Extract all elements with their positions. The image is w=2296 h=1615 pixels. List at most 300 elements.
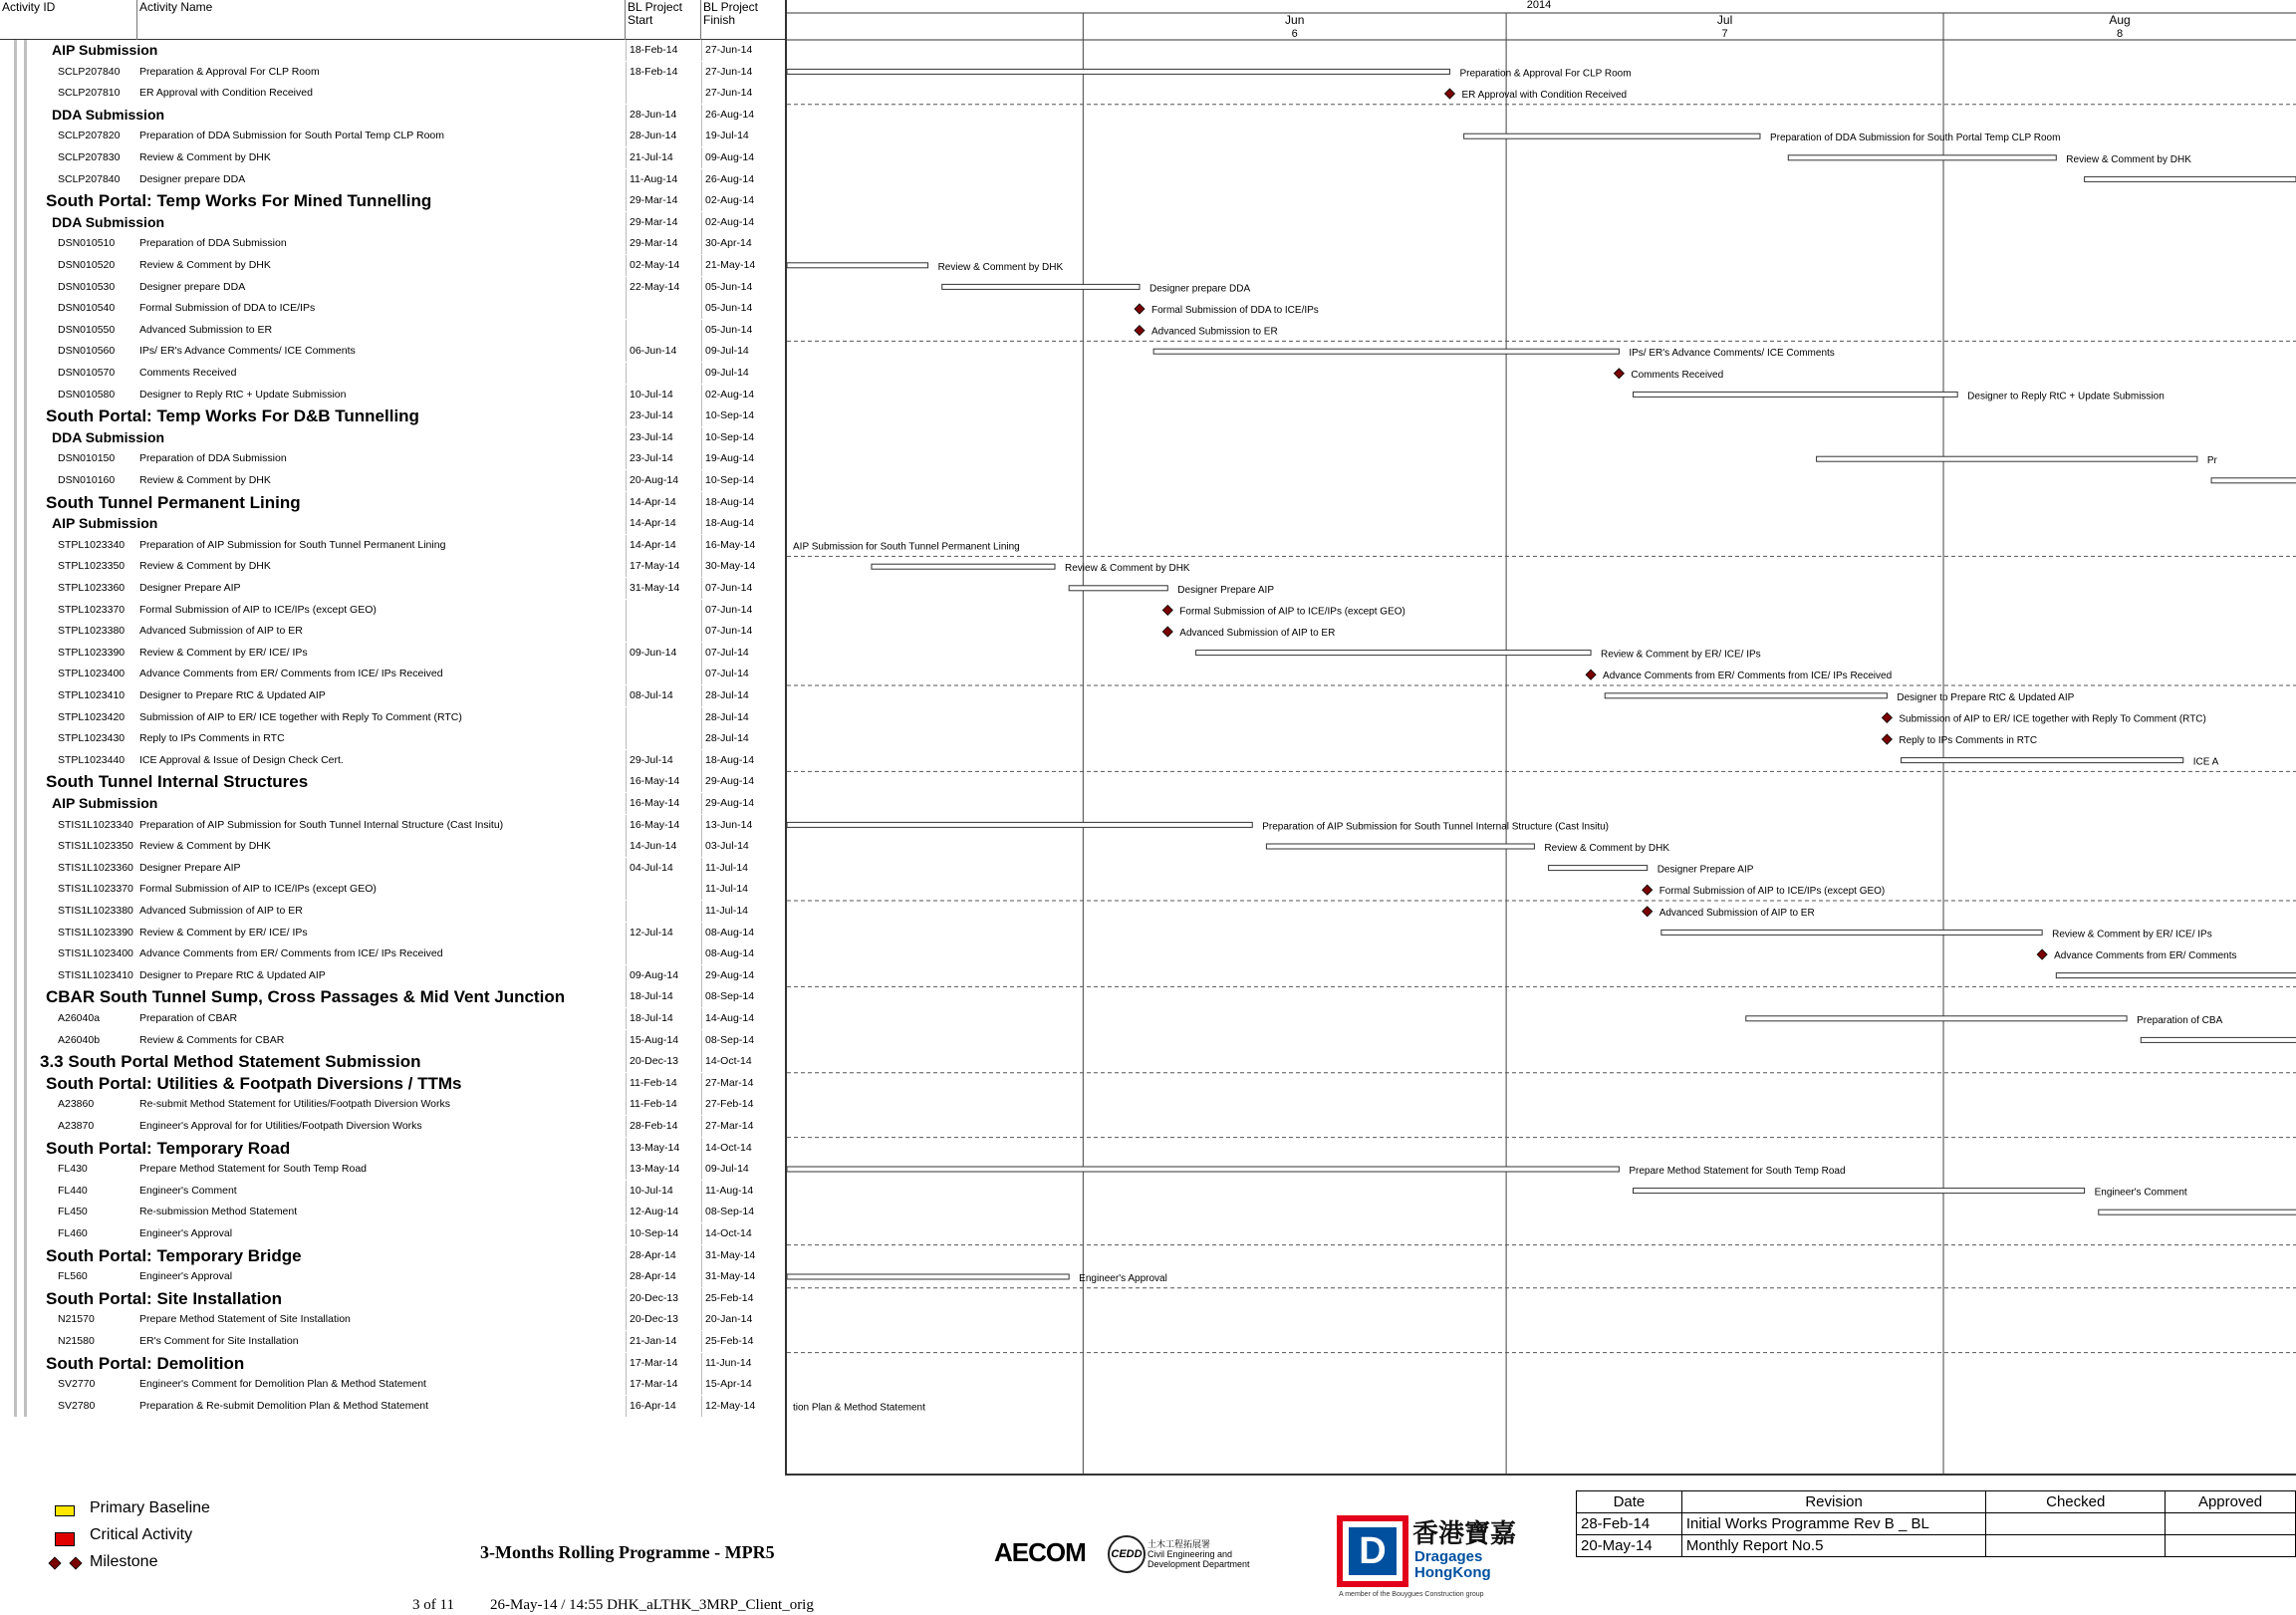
activity-name: Engineer's Comment <box>139 1184 237 1197</box>
bl-start: 13-May-14 <box>626 1159 697 1180</box>
critical-swatch <box>55 1532 75 1546</box>
activity-id: DSN010560 <box>58 345 116 358</box>
activity-id: STPL1023430 <box>58 732 126 745</box>
bl-start: 09-Jun-14 <box>626 643 697 664</box>
activity-name: Designer prepare DDA <box>139 280 246 293</box>
bl-finish: 28-Jul-14 <box>701 707 785 728</box>
milestone-label: Advanced Submission of AIP to ER <box>1179 628 1336 639</box>
bl-start: 29-Mar-14 <box>626 233 697 254</box>
activity-name: Review & Comment by DHK <box>139 259 271 271</box>
col-bl-finish-label: BL Project Finish <box>703 0 758 27</box>
bl-start: 17-May-14 <box>626 556 697 577</box>
baseline-bar <box>1661 930 2042 935</box>
activity-id: DSN010540 <box>58 302 116 315</box>
bl-finish: 29-Aug-14 <box>701 793 785 814</box>
bar-label: Review & Comment by DHK <box>2066 153 2191 165</box>
activity-name: Preparation of DDA Submission for South Portal Temp CLP Room <box>139 130 445 142</box>
activity-name: ER's Comment for Site Installation <box>139 1335 299 1347</box>
rev-approved <box>2166 1535 2296 1557</box>
rev-col-date: Date <box>1577 1491 1682 1513</box>
milestone-icon <box>1586 670 1596 679</box>
baseline-bar <box>1464 134 1760 138</box>
activity-name: Prepare Method Statement of Site Installation <box>139 1313 351 1326</box>
milestone-icon <box>1882 734 1892 744</box>
activity-id: SCLP207840 <box>58 65 121 78</box>
milestone-label: Advanced Submission of AIP to ER <box>1658 907 1815 919</box>
baseline-bar <box>787 822 1252 827</box>
activity-id: FL560 <box>58 1270 88 1283</box>
bl-start: 12-Jul-14 <box>626 923 697 943</box>
activity-id: SCLP207840 <box>58 172 121 185</box>
month-number: 8 <box>2116 28 2124 40</box>
bl-finish: 09-Aug-14 <box>701 147 785 168</box>
activity-name: ICE Approval & Issue of Design Check Cert. <box>139 753 344 766</box>
milestone-label: Reply to IPs Comments in RTC <box>1899 735 2038 746</box>
bar-label: IPs/ ER's Advance Comments/ ICE Comments <box>1629 348 1835 360</box>
activity-name: Comments Received <box>139 367 237 379</box>
dragages-sub: A member of the Bouygues Construction group <box>1339 1591 1484 1598</box>
bl-finish: 12-May-14 <box>701 1396 785 1417</box>
bar-label: Review & Comment by DHK <box>1065 563 1190 575</box>
bl-start: 02-May-14 <box>626 255 697 276</box>
wbs-indent-bar <box>14 40 17 1417</box>
baseline-bar <box>787 69 1449 74</box>
dragages-en <box>1414 1549 1491 1581</box>
bl-start: 04-Jul-14 <box>626 858 697 879</box>
bl-finish: 27-Jun-14 <box>701 83 785 104</box>
rev-approved <box>2166 1513 2296 1535</box>
bl-start: 20-Dec-13 <box>626 1309 697 1330</box>
bl-finish: 21-May-14 <box>701 255 785 276</box>
activity-name: Advanced Submission of AIP to ER <box>139 625 303 638</box>
bl-start: 20-Dec-13 <box>626 1288 697 1309</box>
aecom-logo: AECOM <box>994 1537 1086 1567</box>
activity-name: Preparation & Approval For CLP Room <box>139 65 320 78</box>
bl-start: 23-Jul-14 <box>626 448 697 469</box>
bl-finish: 29-Aug-14 <box>701 771 785 792</box>
bl-finish: 10-Sep-14 <box>701 427 785 448</box>
bl-start: 23-Jul-14 <box>626 405 697 426</box>
col-activity-id[interactable] <box>0 0 137 40</box>
bl-finish: 14-Oct-14 <box>701 1223 785 1244</box>
bl-start: 29-Mar-14 <box>626 190 697 211</box>
rev-desc: Monthly Report No.5 <box>1681 1535 1986 1557</box>
activity-name: Preparation of DDA Submission <box>139 237 287 250</box>
bl-finish: 09-Jul-14 <box>701 1159 785 1180</box>
legend-milestone: Milestone <box>90 1553 158 1570</box>
dragages-logo: D <box>1337 1515 1408 1587</box>
bl-start: 10-Jul-14 <box>626 385 697 405</box>
activity-name: Designer to Prepare RtC & Updated AIP <box>139 968 326 981</box>
bl-start <box>626 879 697 900</box>
rev-col-revision: Revision <box>1681 1491 1986 1513</box>
bl-finish: 10-Sep-14 <box>701 470 785 491</box>
bl-finish: 11-Jul-14 <box>701 879 785 900</box>
bl-start <box>626 728 697 749</box>
month-number: 6 <box>1291 28 1298 40</box>
revision-row <box>1577 1513 2296 1535</box>
baseline-bar <box>2141 1037 2296 1042</box>
wbs-indent-bar <box>24 40 27 1417</box>
milestone-icon <box>1882 712 1892 722</box>
activity-id: FL440 <box>58 1184 88 1197</box>
activity-name: Formal Submission of AIP to ICE/IPs (except GEO) <box>139 883 377 896</box>
activity-name: Preparation of DDA Submission <box>139 452 287 465</box>
col-bl-start[interactable] <box>626 0 701 40</box>
bar-label: tion Plan & Method Statement <box>793 1402 925 1414</box>
bl-start: 06-Jun-14 <box>626 341 697 362</box>
activity-name: Designer Prepare AIP <box>139 861 241 874</box>
milestone-label: ER Approval with Condition Received <box>1461 90 1628 101</box>
bl-start <box>626 621 697 642</box>
col-bl-finish[interactable] <box>701 0 787 40</box>
bl-finish: 31-May-14 <box>701 1245 785 1266</box>
bl-finish: 09-Jul-14 <box>701 341 785 362</box>
activity-name: Re-submission Method Statement <box>139 1206 298 1218</box>
activity-name: Engineer's Comment for Demolition Plan & Method Statement <box>139 1378 426 1391</box>
milestone-icon <box>1643 885 1653 895</box>
activity-id: DSN010150 <box>58 452 116 465</box>
bl-start <box>626 363 697 384</box>
activity-id: STIS1L1023370 <box>58 883 133 896</box>
activity-id: A23860 <box>58 1098 95 1111</box>
bar-label: Review & Comment by ER/ ICE/ IPs <box>1601 649 1761 661</box>
dragages-en1: Dragages <box>1414 1548 1483 1565</box>
bl-start <box>626 600 697 621</box>
legend-critical-activity: Critical Activity <box>90 1526 193 1543</box>
activity-id: STPL1023390 <box>58 646 126 659</box>
bl-finish: 27-Mar-14 <box>701 1073 785 1094</box>
bl-finish: 07-Jul-14 <box>701 664 785 684</box>
milestone-icon <box>1162 605 1172 615</box>
activity-name: IPs/ ER's Advance Comments/ ICE Comments <box>139 345 356 358</box>
page-number: 3 of 11 <box>412 1597 454 1613</box>
wbs-name: South Portal: Temp Works For D&B Tunnelling <box>46 406 419 426</box>
baseline-bar <box>1549 866 1648 871</box>
bar-label: Review & Comment by DHK <box>937 261 1064 273</box>
milestone-swatch-icon <box>70 1557 82 1569</box>
bl-finish: 27-Jun-14 <box>701 62 785 83</box>
bl-finish: 07-Jul-14 <box>701 643 785 664</box>
wbs-name: AIP Submission <box>52 42 158 58</box>
bl-finish: 07-Jun-14 <box>701 578 785 599</box>
baseline-bar <box>1153 349 1619 354</box>
bl-start: 16-May-14 <box>626 793 697 814</box>
activity-name: Review & Comment by DHK <box>139 840 271 853</box>
bl-start: 09-Aug-14 <box>626 965 697 986</box>
bl-start: 12-Aug-14 <box>626 1202 697 1222</box>
month-number: 7 <box>1721 28 1728 40</box>
baseline-bar <box>787 1274 1069 1279</box>
bl-start <box>626 707 697 728</box>
milestone-icon <box>1162 627 1172 637</box>
gantt-chart <box>787 0 2296 1476</box>
activity-id: SV2780 <box>58 1399 96 1412</box>
bl-finish: 11-Jul-14 <box>701 901 785 922</box>
activity-name: Designer to Prepare RtC & Updated AIP <box>139 689 326 701</box>
bl-finish: 30-May-14 <box>701 556 785 577</box>
activity-id: FL430 <box>58 1163 88 1176</box>
rev-desc: Initial Works Programme Rev B _ BL <box>1681 1513 1986 1535</box>
activity-name: Re-submit Method Statement for Utilities/Footpath Diversion Works <box>139 1098 451 1111</box>
activity-id: STIS1L1023360 <box>58 861 133 874</box>
rev-date: 20-May-14 <box>1577 1535 1682 1557</box>
col-activity-name-label: Activity Name <box>139 0 213 14</box>
bl-start: 20-Aug-14 <box>626 470 697 491</box>
bl-finish: 16-May-14 <box>701 535 785 556</box>
bl-finish: 25-Feb-14 <box>701 1331 785 1352</box>
bl-start: 17-Mar-14 <box>626 1374 697 1395</box>
bl-start: 14-Apr-14 <box>626 492 697 513</box>
activity-name: Advanced Submission of AIP to ER <box>139 905 303 917</box>
bl-finish: 08-Aug-14 <box>701 923 785 943</box>
cedd-logo: CEDD <box>1108 1535 1146 1573</box>
bl-finish: 26-Aug-14 <box>701 105 785 126</box>
table-rows <box>0 40 787 1476</box>
activity-name: Review & Comments for CBAR <box>139 1033 285 1046</box>
activity-id: STIS1L1023390 <box>58 926 133 939</box>
bl-finish: 07-Jun-14 <box>701 621 785 642</box>
wbs-name: South Portal: Utilities & Footpath Diversions / TTMs <box>46 1073 462 1093</box>
bl-finish: 02-Aug-14 <box>701 190 785 211</box>
bl-start: 31-May-14 <box>626 578 697 599</box>
wbs-name: South Tunnel Permanent Lining <box>46 492 301 512</box>
bl-finish: 27-Jun-14 <box>701 40 785 61</box>
activity-table <box>0 0 787 1476</box>
milestone-icon <box>1135 326 1145 336</box>
col-activity-name[interactable] <box>137 0 626 40</box>
activity-name: Prepare Method Statement for South Temp Road <box>139 1163 368 1176</box>
bl-finish: 20-Jan-14 <box>701 1309 785 1330</box>
activity-id: A26040a <box>58 1012 101 1024</box>
bl-start: 18-Feb-14 <box>626 40 697 61</box>
col-bl-start-label: BL Project Start <box>628 0 682 27</box>
activity-id: DSN010160 <box>58 474 116 486</box>
bar-label: Engineer's Approval <box>1079 1273 1167 1284</box>
legend-primary-baseline: Primary Baseline <box>90 1499 210 1516</box>
bl-start: 29-Jul-14 <box>626 750 697 771</box>
activity-id: A23870 <box>58 1120 95 1132</box>
bl-start: 28-Feb-14 <box>626 1116 697 1137</box>
month-label: Aug <box>2109 13 2131 27</box>
rev-checked <box>1986 1535 2166 1557</box>
milestone-label: Advance Comments from ER/ Comments from ICE/ IPs Received <box>1603 671 1893 682</box>
bl-start: 16-May-14 <box>626 771 697 792</box>
activity-id: SCLP207830 <box>58 151 121 163</box>
activity-name: Engineer's Approval for for Utilities/Footpath Diversion Works <box>139 1120 422 1132</box>
activity-name: Designer prepare DDA <box>139 172 246 185</box>
run-info: 26-May-14 / 14:55 DHK_aLTHK_3MRP_Client_orig <box>490 1597 814 1613</box>
dragages-cn: 香港寶嘉 <box>1412 1518 1517 1548</box>
activity-id: STIS1L1023340 <box>58 818 133 831</box>
bl-finish: 03-Jul-14 <box>701 836 785 857</box>
bar-label: Review & Comment by DHK <box>1544 843 1670 854</box>
activity-name: Formal Submission of AIP to ICE/IPs (except GEO) <box>139 603 377 616</box>
bl-finish: 07-Jun-14 <box>701 600 785 621</box>
bl-start <box>626 664 697 684</box>
bar-label: Designer to Reply RtC + Update Submission <box>1967 391 2165 403</box>
baseline-bar <box>2085 176 2296 181</box>
baseline-bar <box>2211 478 2296 483</box>
bl-finish: 08-Aug-14 <box>701 943 785 964</box>
bl-start: 28-Apr-14 <box>626 1266 697 1287</box>
activity-id: N21580 <box>58 1335 95 1347</box>
bl-start <box>626 943 697 964</box>
bl-start: 21-Jul-14 <box>626 147 697 168</box>
bl-finish: 14-Aug-14 <box>701 1008 785 1029</box>
activity-id: N21570 <box>58 1313 95 1326</box>
bl-finish: 14-Oct-14 <box>701 1051 785 1072</box>
activity-id: STPL1023410 <box>58 689 126 701</box>
revision-header-row <box>1577 1491 2296 1513</box>
wbs-name: South Portal: Site Installation <box>46 1288 283 1308</box>
activity-name: Advanced Submission to ER <box>139 323 273 336</box>
rev-date: 28-Feb-14 <box>1577 1513 1682 1535</box>
bl-start: 14-Apr-14 <box>626 513 697 534</box>
bar-label: Prepare Method Statement for South Temp Road <box>1629 1166 1846 1177</box>
bar-label: Review & Comment by ER/ ICE/ IPs <box>2052 929 2212 941</box>
bl-start: 17-Mar-14 <box>626 1353 697 1374</box>
bl-finish: 08-Sep-14 <box>701 986 785 1007</box>
milestone-swatch-icon <box>49 1557 61 1569</box>
milestone-icon <box>1643 907 1653 917</box>
wbs-name: DDA Submission <box>52 428 165 445</box>
bl-start <box>626 298 697 319</box>
bl-finish: 28-Jul-14 <box>701 728 785 749</box>
cedd-en2: Development Department <box>1148 1559 1250 1569</box>
cedd-cn: 土木工程拓展署 <box>1148 1539 1211 1549</box>
bl-start <box>626 83 697 104</box>
bl-start: 13-May-14 <box>626 1138 697 1159</box>
milestone-label: Advanced Submission to ER <box>1150 326 1278 338</box>
month-label: Jul <box>1716 13 1733 27</box>
bl-start: 22-May-14 <box>626 277 697 298</box>
wbs-name: 3.3 South Portal Method Statement Submission <box>40 1052 421 1072</box>
activity-id: STPL1023350 <box>58 560 126 573</box>
bar-label: Designer to Prepare RtC & Updated AIP <box>1897 691 2075 703</box>
milestone-label: Formal Submission of AIP to ICE/IPs (except GEO) <box>1179 606 1405 618</box>
activity-id: STPL1023340 <box>58 538 126 551</box>
wbs-name: DDA Submission <box>52 213 165 230</box>
activity-name: Engineer's Approval <box>139 1227 233 1239</box>
wbs-name: South Portal: Temporary Bridge <box>46 1245 302 1265</box>
bl-start: 28-Jun-14 <box>626 105 697 126</box>
activity-id: STPL1023370 <box>58 603 126 616</box>
activity-name: Review & Comment by ER/ ICE/ IPs <box>139 646 308 659</box>
revision-row <box>1577 1535 2296 1557</box>
bl-finish: 19-Jul-14 <box>701 126 785 146</box>
activity-name: Designer Prepare AIP <box>139 582 241 594</box>
activity-id: STPL1023400 <box>58 668 126 680</box>
bl-finish: 27-Feb-14 <box>701 1094 785 1115</box>
milestone-label: Formal Submission of AIP to ICE/IPs (except GEO) <box>1658 886 1886 898</box>
bl-start: 15-Aug-14 <box>626 1030 697 1051</box>
activity-name: Advance Comments from ER/ Comments from ICE/ IPs Received <box>139 947 443 960</box>
bl-finish: 28-Jul-14 <box>701 685 785 706</box>
baseline-bar <box>1196 651 1591 656</box>
milestone-icon <box>1614 369 1624 379</box>
wbs-name: South Portal: Temporary Road <box>46 1138 291 1158</box>
cedd-text <box>1148 1539 1250 1569</box>
milestone-label: Comments Received <box>1631 369 1724 381</box>
milestone-label: Advance Comments from ER/ Comments <box>2054 950 2237 961</box>
bl-start: 23-Jul-14 <box>626 427 697 448</box>
activity-id: DSN010570 <box>58 367 116 379</box>
activity-name: ER Approval with Condition Received <box>139 87 313 100</box>
activity-id: SCLP207810 <box>58 87 121 100</box>
bl-finish: 02-Aug-14 <box>701 212 785 233</box>
bl-finish: 18-Aug-14 <box>701 492 785 513</box>
rev-col-approved: Approved <box>2166 1491 2296 1513</box>
bl-finish: 26-Aug-14 <box>701 169 785 190</box>
activity-name: Preparation of AIP Submission for South Tunnel Permanent Lining <box>139 538 446 551</box>
bar-label: ICE A <box>2192 756 2219 768</box>
bl-finish: 18-Aug-14 <box>701 513 785 534</box>
milestone-label: Formal Submission of DDA to ICE/IPs <box>1150 305 1319 316</box>
year-label: 2014 <box>1526 0 1552 11</box>
milestone-icon <box>1135 304 1145 314</box>
bar-label: Pr <box>2206 455 2217 467</box>
baseline-bar <box>1817 456 2197 461</box>
milestone-label: Submission of AIP to ER/ ICE together with Reply To Comment (RTC) <box>1899 713 2206 725</box>
wbs-name: CBAR South Tunnel Sump, Cross Passages & Mid Vent Junction <box>46 987 566 1007</box>
bl-start: 18-Jul-14 <box>626 986 697 1007</box>
bar-label: Preparation & Approval For CLP Room <box>1459 68 1632 80</box>
baseline-bar <box>2099 1210 2296 1214</box>
activity-id: DSN010580 <box>58 388 116 401</box>
cedd-en1: Civil Engineering and <box>1148 1549 1233 1559</box>
activity-name: Reply to IPs Comments in RTC <box>139 732 285 745</box>
baseline-bar <box>1746 1016 2127 1021</box>
baseline-bar <box>1634 392 1958 397</box>
bl-start: 18-Jul-14 <box>626 1008 697 1029</box>
bl-finish: 13-Jun-14 <box>701 815 785 836</box>
activity-name: Submission of AIP to ER/ ICE together with Reply To Comment (RTC) <box>139 710 462 723</box>
activity-id: A26040b <box>58 1033 101 1046</box>
baseline-bar <box>1266 844 1534 849</box>
activity-id: STIS1L1023400 <box>58 947 133 960</box>
bl-finish: 10-Sep-14 <box>701 405 785 426</box>
activity-id: STPL1023440 <box>58 753 126 766</box>
bar-label: Preparation of CBA <box>2137 1014 2223 1026</box>
bl-finish: 11-Jul-14 <box>701 858 785 879</box>
activity-id: SCLP207820 <box>58 130 121 142</box>
wbs-name: South Portal: Demolition <box>46 1353 245 1373</box>
bl-finish: 05-Jun-14 <box>701 277 785 298</box>
bl-start: 28-Apr-14 <box>626 1245 697 1266</box>
baseline-bar <box>787 1167 1619 1172</box>
bl-finish: 02-Aug-14 <box>701 385 785 405</box>
bl-finish: 25-Feb-14 <box>701 1288 785 1309</box>
report-title: 3-Months Rolling Programme - MPR5 <box>480 1542 775 1562</box>
bl-start: 11-Feb-14 <box>626 1094 697 1115</box>
activity-id: FL450 <box>58 1206 88 1218</box>
activity-name: Preparation of AIP Submission for South Tunnel Internal Structure (Cast Insitu) <box>139 818 504 831</box>
bl-finish: 11-Aug-14 <box>701 1181 785 1202</box>
bar-label: Preparation of AIP Submission for South Tunnel Internal Structure (Cast Insitu) <box>1262 821 1610 833</box>
activity-id: FL460 <box>58 1227 88 1239</box>
baseline-bar <box>1634 1189 2085 1194</box>
activity-name: Advance Comments from ER/ Comments from ICE/ IPs Received <box>139 668 443 680</box>
table-header <box>0 0 787 40</box>
bl-finish: 08-Sep-14 <box>701 1030 785 1051</box>
activity-id: DSN010550 <box>58 323 116 336</box>
activity-name: Review & Comment by DHK <box>139 560 271 573</box>
wbs-name: South Portal: Temp Works For Mined Tunnelling <box>46 191 432 211</box>
rev-col-checked: Checked <box>1986 1491 2166 1513</box>
bl-finish: 29-Aug-14 <box>701 965 785 986</box>
dragages-en2: HongKong <box>1414 1564 1491 1581</box>
